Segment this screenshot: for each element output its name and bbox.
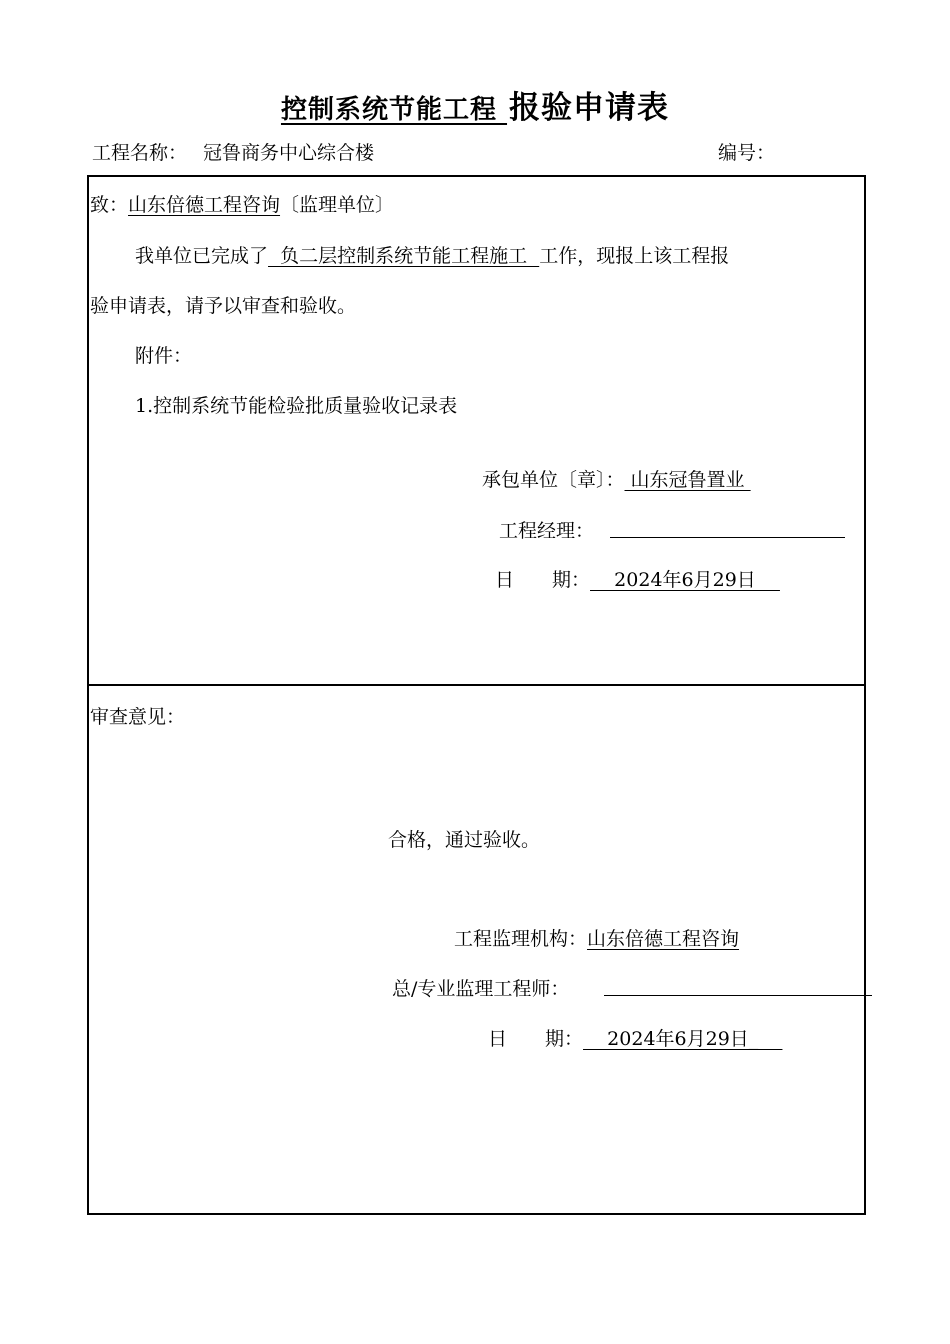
title-part1: 控制系统节能工程 [280,95,508,125]
supervisor-name: 山东倍德工程咨询 [128,194,281,216]
attachment-label: 附件： [135,345,193,367]
application-date-value: 2024年6月29日 [590,569,780,591]
body-suffix: 工作，现报上该工程报 [539,245,730,267]
body-line-2: 验申请表，请予以审查和验收。 [90,295,357,317]
contractor-label: 承包单位〔章〕： [482,469,625,491]
review-date-label: 日 期： [488,1028,584,1050]
to-suffix: 〔监理单位〕 [280,194,395,216]
project-label: 工程名称： [92,142,188,164]
number-label: 编号： [718,142,776,164]
review-label: 审查意见： [90,706,186,728]
review-date-value: 2024年6月29日_ [583,1028,783,1050]
manager-signature-line [610,537,845,538]
application-date-label: 日 期： [495,569,591,591]
agency-name: 山东倍德工程咨询 [587,928,740,950]
application-date-line [495,565,780,592]
engineer-label: 总/专业监理工程师： [392,978,570,1000]
attachment-item: 1.控制系统节能检验批质量验收记录表 [135,395,458,417]
review-date-line [488,1024,782,1051]
addressee-line [90,190,394,217]
body-line-1 [135,241,729,268]
project-name: 冠鲁商务中心综合楼 [203,142,375,164]
title-part2: 报验申请表 [509,90,670,126]
page-title [0,82,950,127]
review-opinion: 合格，通过验收。 [388,829,541,851]
engineer-signature-line [604,995,872,996]
contractor-name: 山东冠鲁置业 [624,469,751,491]
contractor-line [482,465,751,492]
work-item: 负二层控制系统节能工程施工 [268,245,540,267]
body-prefix: 我单位已完成了 [135,245,269,267]
to-label: 致： [90,194,129,216]
manager-label: 工程经理： [499,520,595,542]
agency-label: 工程监理机构： [454,928,588,950]
agency-line [454,924,739,951]
